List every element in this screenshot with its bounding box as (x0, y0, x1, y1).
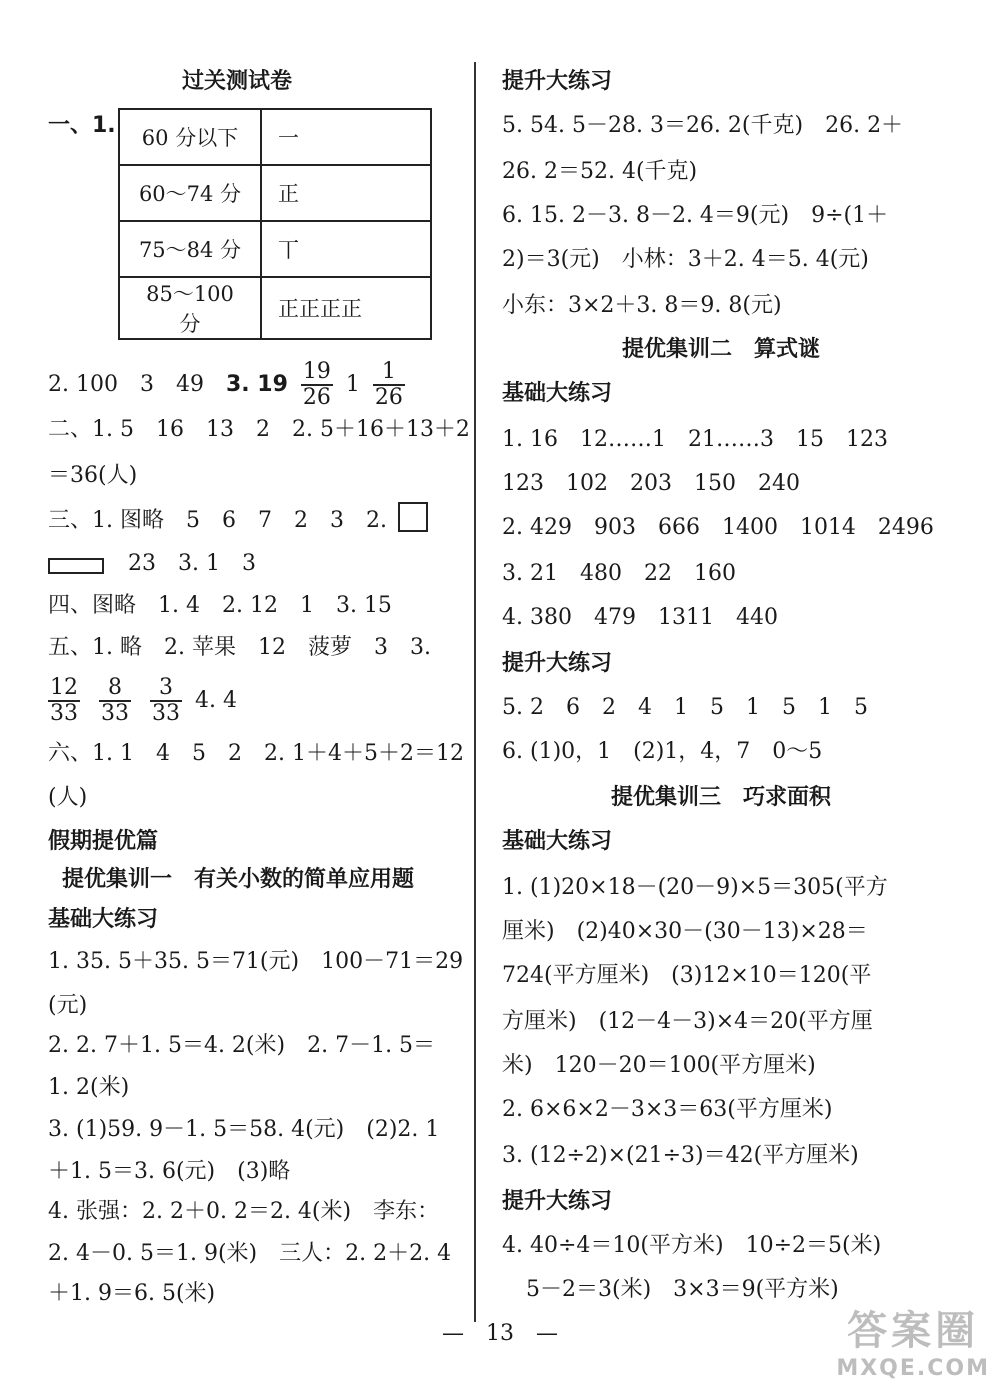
answer-line: 3. (12÷2)×(21÷3)＝42(平方厘米) (502, 1143, 859, 1168)
fraction (301, 360, 333, 410)
answer-line: 二、1. 5 16 13 2 2. 5＋16＋13＋2 (48, 417, 470, 442)
answer-text: 3. 19 (225, 372, 288, 397)
answer-line: 五、1. 略 2. 苹果 12 菠萝 3 3. (48, 635, 431, 660)
answer-line: 5. 54. 5－28. 3＝26. 2(千克) 26. 2＋ (502, 113, 904, 138)
watermark-logo (836, 1299, 990, 1381)
answer-line: 6. 15. 2－3. 8－2. 4＝9(元) 9÷(1＋ (502, 203, 889, 228)
watermark-url: MXQE.COM (836, 1356, 990, 1381)
answer-line (42, 676, 237, 726)
answer-line: 26. 2＝52. 4(千克) (502, 159, 698, 184)
answer-line (48, 360, 411, 410)
answer-line: 123 102 203 150 240 (502, 471, 800, 496)
answer-text: 4. 4 (195, 688, 237, 713)
answer-line: 6. (1)0，1 (2)1，4，7 0～5 (502, 739, 823, 764)
exercise-heading: 提升大练习 (502, 69, 613, 94)
answer-line: 四、图略 1. 4 2. 12 1 3. 15 (48, 593, 392, 618)
answer-line: 六、1. 1 4 5 2 2. 1＋4＋5＋2＝12 (48, 741, 464, 766)
answer-line: 4. 380 479 1311 440 (502, 605, 778, 630)
fraction-numerator: 8 (99, 676, 131, 702)
tally-mark: 一 (261, 109, 431, 165)
answer-line: 方厘米) (12－4－3)×4＝20(平方厘 (502, 1009, 873, 1034)
rectangle-shape-icon (48, 558, 104, 574)
answer-line: 小东：3×2＋3. 8＝9. 8(元) (502, 293, 782, 318)
tally-mark: 正 (261, 165, 431, 221)
fraction-denominator: 33 (101, 701, 129, 726)
answer-text: 2. 100 3 49 (48, 372, 226, 397)
table-row (119, 221, 431, 277)
square-shape-icon (398, 502, 428, 532)
fraction (150, 676, 182, 726)
answer-line: 1. 35. 5＋35. 5＝71(元) 100－71＝29 (48, 949, 464, 974)
subsection-heading: 提优集训二 算式谜 (621, 337, 820, 362)
exercise-heading: 基础大练习 (502, 829, 613, 854)
subsection-heading: 提优集训三 巧求面积 (610, 785, 831, 810)
fraction-denominator: 26 (302, 385, 331, 410)
fraction-denominator: 33 (50, 701, 78, 726)
table-row (119, 277, 431, 339)
answer-line: 5－2＝3(米) 3×3＝9(平方米) (526, 1277, 839, 1302)
answer-line: 23 3. 1 3 (128, 551, 256, 576)
answer-line: 2. 2. 7＋1. 5＝4. 2(米) 2. 7－1. 5＝ (48, 1033, 436, 1058)
fraction-numerator: 1 (373, 360, 405, 386)
exercise-heading: 提升大练习 (502, 1189, 613, 1214)
answer-line: ＝36(人) (48, 463, 138, 488)
fraction-denominator: 33 (152, 701, 180, 726)
subsection-heading: 提优集训一 有关小数的简单应用题 (62, 867, 415, 892)
fraction (48, 676, 80, 726)
answer-line: 1. 2(米) (48, 1075, 130, 1100)
answer-line: 米) 120－20＝100(平方厘米) (502, 1053, 816, 1078)
answer-line: ＋1. 9＝6. 5(米) (48, 1281, 216, 1306)
fraction-numerator: 19 (302, 359, 331, 384)
answer-line: ＋1. 5＝3. 6(元) (3)略 (48, 1159, 291, 1184)
exercise-heading: 基础大练习 (48, 907, 159, 932)
tally-mark: 丅 (261, 221, 431, 277)
fraction (99, 676, 131, 726)
tally-range: 60 分以下 (119, 109, 261, 165)
tally-mark: 正正正正 (261, 277, 431, 339)
answer-line: 2. 6×6×2－3×3＝63(平方厘米) (502, 1097, 833, 1122)
answer-line: (元) (48, 993, 88, 1018)
tally-table (118, 108, 432, 340)
tally-range: 75～84 分 (119, 221, 261, 277)
answer-line: 5. 2 6 2 4 1 5 1 5 1 5 (502, 695, 868, 720)
answer-line: 724(平方厘米) (3)12×10＝120(平 (502, 963, 872, 988)
answer-line: 2. 429 903 666 1400 1014 2496 (502, 515, 934, 540)
answer-line: 2)＝3(元) 小林：3＋2. 4＝5. 4(元) (502, 247, 869, 272)
section-title-test: 过关测试卷 (181, 69, 292, 94)
exercise-heading: 提升大练习 (502, 651, 613, 676)
fraction (373, 360, 405, 410)
page-number: — 13 — (442, 1321, 558, 1346)
fraction-numerator: 12 (50, 675, 78, 700)
tally-range: 60～74 分 (119, 165, 261, 221)
answer-line: 4. 张强：2. 2＋0. 2＝2. 4(米) 李东： (48, 1199, 440, 1224)
answer-line: 3. (1)59. 9－1. 5＝58. 4(元) (2)2. 1 (48, 1117, 440, 1142)
answer-line: 2. 4－0. 5＝1. 9(米) 三人：2. 2＋2. 4 (48, 1241, 452, 1266)
answer-line: 三、1. 图略 5 6 7 2 3 2. (48, 508, 387, 533)
q1-prefix: 一、1. (48, 113, 116, 138)
answer-line: 1. (1)20×18－(20－9)×5＝305(平方 (502, 875, 888, 900)
exercise-heading: 基础大练习 (502, 381, 613, 406)
fraction-numerator: 3 (150, 676, 182, 702)
tally-range: 85～100 分 (119, 277, 261, 339)
answer-line: 3. 21 480 22 160 (502, 561, 736, 586)
answer-line: 4. 40÷4＝10(平方米) 10÷2＝5(米) (502, 1233, 882, 1258)
answer-line: (人) (48, 785, 88, 810)
answer-line: 1. 16 12……1 21……3 15 123 (502, 427, 888, 452)
watermark-text: 答案圈 (847, 1308, 980, 1354)
answer-text: 1 (345, 372, 360, 397)
table-row (119, 165, 431, 221)
table-row (119, 109, 431, 165)
fraction-denominator: 26 (374, 385, 403, 410)
section-heading: 假期提优篇 (48, 829, 159, 854)
answer-line: 厘米) (2)40×30－(30－13)×28＝ (502, 919, 868, 944)
column-divider (474, 62, 476, 1322)
